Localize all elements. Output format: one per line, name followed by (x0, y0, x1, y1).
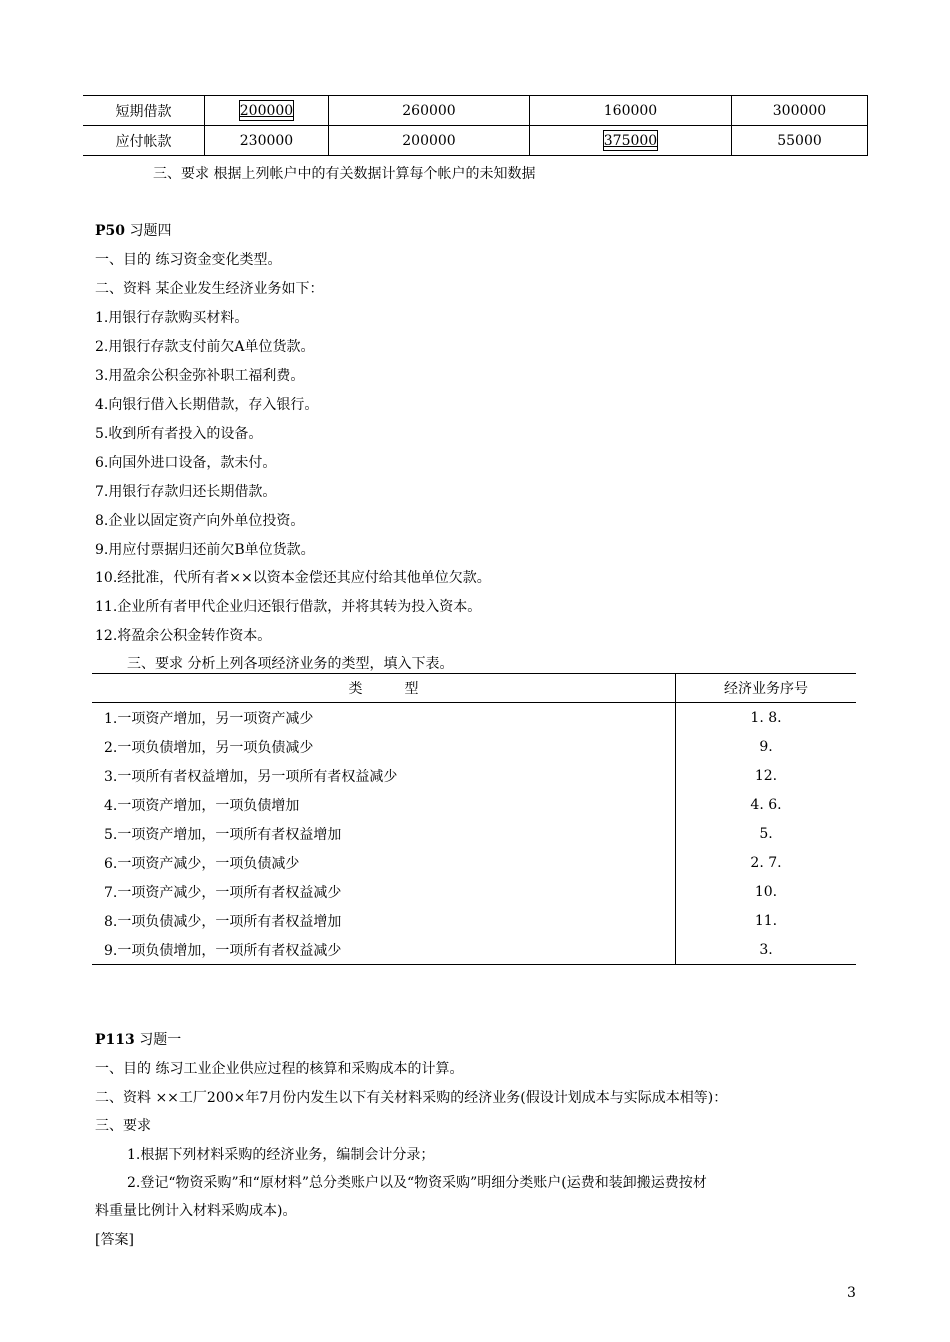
cell-value: 200000 (329, 126, 530, 156)
table-row (92, 877, 856, 906)
cell-value: 260000 (329, 96, 530, 126)
list-item: 4.向银行借入长期借款，存入银行。 (95, 397, 319, 413)
cell-value: 160000 (530, 96, 732, 126)
seq-cell: 12. (676, 761, 857, 790)
section-title: 习题一 (139, 1032, 182, 1048)
table-row (92, 703, 856, 733)
requirement-line: 三、要求 分析上列各项经济业务的类型，填入下表。 (127, 656, 454, 672)
type-cell: 8.一项负债减少，一项所有者权益增加 (104, 913, 342, 930)
requirement-item: 2.登记“物资采购”和“原材料”总分类账户以及“物资采购”明细分类账户(运费和装卸搬运费按材 (127, 1175, 707, 1191)
material-line: 二、资料 ××工厂200×年7月份内发生以下有关材料采购的经济业务(假设计划成本与实际成本相等)： (95, 1090, 728, 1106)
cell-value (530, 126, 732, 156)
type-cell: 6.一项资产减少，一项负债减少 (104, 855, 300, 872)
boxed-answer: 200000 (239, 100, 294, 121)
seq-cell: 2. 7. (676, 848, 857, 877)
list-item: 10.经批准，代所有者××以资本金偿还其应付给其他单位欠款。 (95, 570, 491, 586)
table-row (92, 761, 856, 790)
seq-cell: 4. 6. (676, 790, 857, 819)
list-item: 5.收到所有者投入的设备。 (95, 426, 263, 442)
list-item: 2.用银行存款支付前欠A单位货款。 (95, 339, 315, 355)
table-row (92, 732, 856, 761)
seq-cell: 9. (676, 732, 857, 761)
requirement-line: 三、要求 根据上列帐户中的有关数据计算每个帐户的未知数据 (153, 166, 536, 182)
table-row (92, 819, 856, 848)
column-header-type: 类 型 (92, 674, 676, 703)
type-cell: 4.一项资产增加，一项负债增加 (104, 797, 300, 814)
table-row (92, 790, 856, 819)
seq-cell: 1. 8. (676, 703, 857, 733)
requirement-item-continued: 料重量比例计入材料采购成本)。 (95, 1203, 297, 1219)
material-line: 二、资料 某企业发生经济业务如下： (95, 281, 324, 297)
list-item: 1.用银行存款购买材料。 (95, 310, 249, 326)
account-table (83, 95, 868, 156)
seq-cell: 11. (676, 906, 857, 935)
table-row (83, 126, 868, 156)
cell-value (205, 96, 329, 126)
seq-cell: 10. (676, 877, 857, 906)
boxed-answer: 375000 (603, 130, 658, 151)
cell-value: 230000 (205, 126, 329, 156)
table-row (92, 935, 856, 965)
list-item: 9.用应付票据归还前欠B单位货款。 (95, 542, 315, 558)
answer-label: [答案] (95, 1232, 134, 1248)
section-code: P50 (95, 223, 126, 239)
cell-value: 55000 (732, 126, 868, 156)
transaction-type-table (92, 673, 856, 965)
account-name: 应付帐款 (83, 126, 205, 156)
account-name: 短期借款 (83, 96, 205, 126)
type-cell: 2.一项负债增加，另一项负债减少 (104, 739, 314, 756)
list-item: 6.向国外进口设备，款未付。 (95, 455, 277, 471)
type-cell: 7.一项资产减少，一项所有者权益减少 (104, 884, 342, 901)
seq-cell: 5. (676, 819, 857, 848)
column-header-seq: 经济业务序号 (676, 674, 857, 703)
cell-value: 300000 (732, 96, 868, 126)
requirement-item: 1.根据下列材料采购的经济业务，编制会计分录； (127, 1147, 435, 1163)
table-row (92, 906, 856, 935)
section-heading-p50 (95, 220, 171, 240)
purpose-line: 一、目的 练习工业企业供应过程的核算和采购成本的计算。 (95, 1061, 464, 1077)
requirement-heading: 三、要求 (95, 1118, 151, 1134)
section-code: P113 (95, 1032, 135, 1048)
table-row (92, 848, 856, 877)
table-header-row (92, 674, 856, 703)
section-heading-p113 (95, 1029, 181, 1049)
type-cell: 5.一项资产增加，一项所有者权益增加 (104, 826, 342, 843)
page-number: 3 (847, 1285, 856, 1301)
list-item: 11.企业所有者甲代企业归还银行借款，并将其转为投入资本。 (95, 599, 482, 615)
table-row (83, 96, 868, 126)
list-item: 7.用银行存款归还长期借款。 (95, 484, 277, 500)
list-item: 12.将盈余公积金转作资本。 (95, 628, 272, 644)
type-cell: 3.一项所有者权益增加，另一项所有者权益减少 (104, 768, 398, 785)
list-item: 3.用盈余公积金弥补职工福利费。 (95, 368, 305, 384)
list-item: 8.企业以固定资产向外单位投资。 (95, 513, 305, 529)
seq-cell: 3. (676, 935, 857, 965)
purpose-line: 一、目的 练习资金变化类型。 (95, 252, 282, 268)
section-title: 习题四 (129, 223, 172, 239)
type-cell: 9.一项负债增加，一项所有者权益减少 (92, 935, 676, 965)
type-cell: 1.一项资产增加，另一项资产减少 (104, 710, 314, 727)
